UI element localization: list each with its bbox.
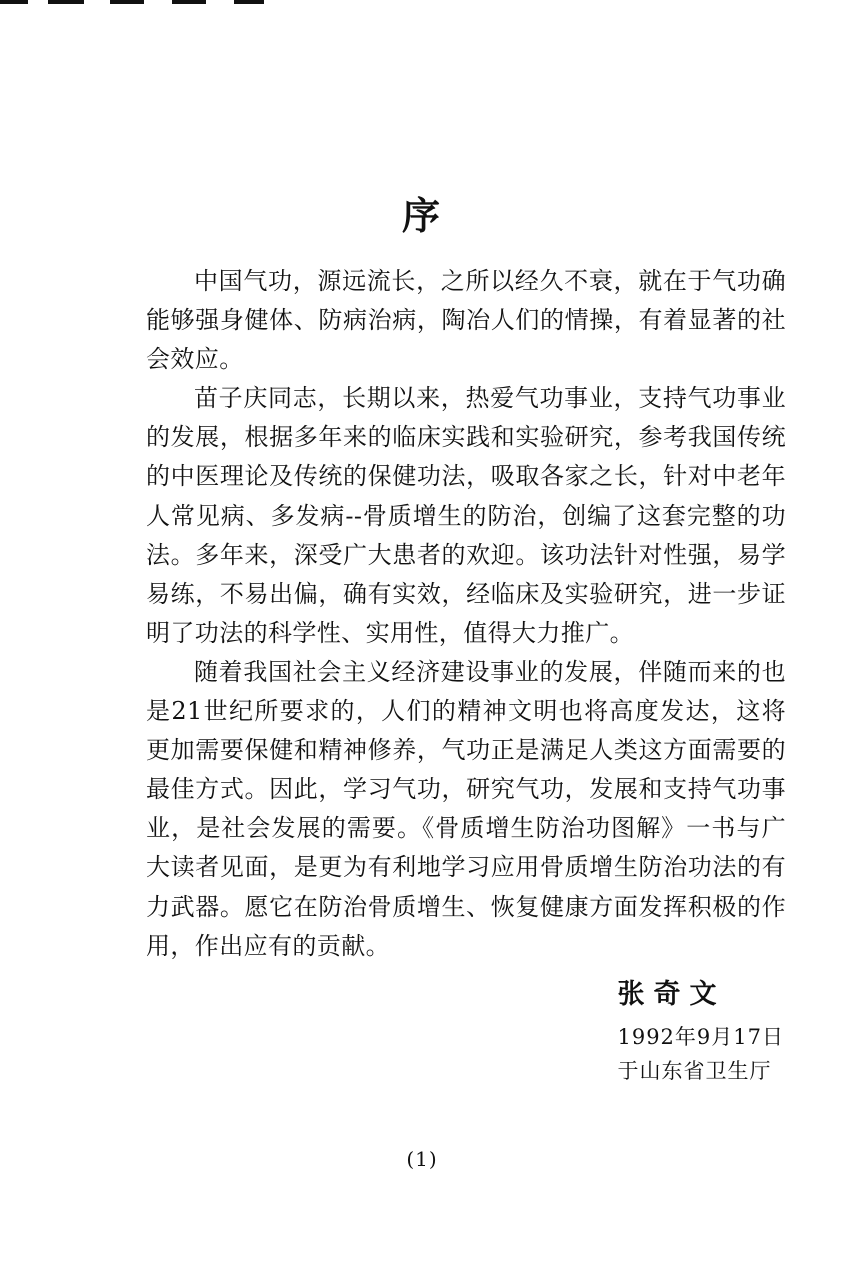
signature-date: 1992年9月17日 <box>617 1025 784 1049</box>
page-title: 序 <box>401 194 442 238</box>
signer-name: 张奇文 <box>617 979 726 1010</box>
paragraph-2: 苗子庆同志，长期以来，热爱气功事业，支持气功事业的发展，根据多年来的临床实践和实验研究，参考我国传统的中医理论及传统的保健功法，吸取各家之长，针对中老年人常见病、多发病--骨质增生的防治，创编了这套完整的功法。多年来，深受广大患者的欢迎。该功法针对性强，易学易练，不易出偏，确有实效，经临床及实验研究，进一步证明了功法的科学性、实用性，值得大力推广。 <box>146 384 786 647</box>
page-number: (1) <box>406 1147 438 1171</box>
top-rule-5 <box>234 0 264 4</box>
preface-body <box>146 262 786 966</box>
paragraph-1: 中国气功，源远流长，之所以经久不衰，就在于气功确能够强身健体、防病治病，陶冶人们的情操，有着显著的社会效应。 <box>146 267 786 374</box>
signature-block <box>617 976 784 1088</box>
signature-place: 于山东省卫生厅 <box>617 1059 772 1083</box>
top-rule-1 <box>0 0 28 4</box>
top-rule-3 <box>110 0 144 4</box>
paragraph-3: 随着我国社会主义经济建设事业的发展，伴随而来的也是21世纪所要求的，人们的精神文明也将高度发达，这将更加需要保健和精神修养，气功正是满足人类这方面需要的最佳方式。因此，学习气功，研究气功，发展和支持气功事业，是社会发展的需要。《骨质增生防治功图解》一书与广大读者见面，是更为有利地学习应用骨质增生防治功法的有力武器。愿它在防治骨质增生、恢复健康方面发挥积极的作用，作出应有的贡献。 <box>146 657 786 960</box>
top-rule-2 <box>48 0 84 4</box>
top-rule-4 <box>172 0 206 4</box>
